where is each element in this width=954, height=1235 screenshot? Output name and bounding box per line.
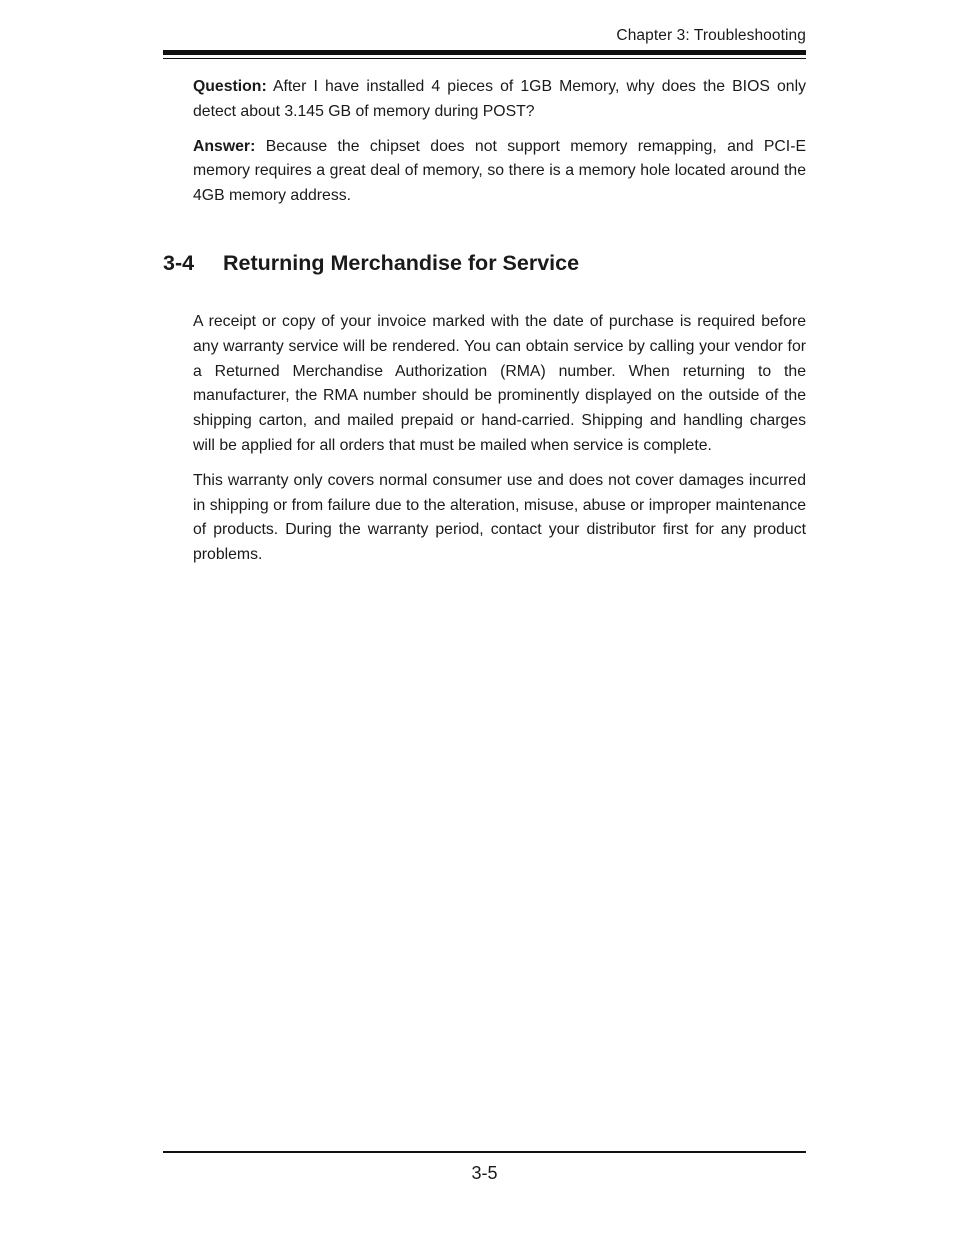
chapter-title: Chapter 3: Troubleshooting: [616, 27, 806, 44]
question-label: Question:: [193, 78, 267, 95]
section-paragraph: A receipt or copy of your invoice marked with the date of purchase is required before any warranty service will be rendered. You can obtain service by calling your vendor for a Returned Merchandise Authorization (RMA) number. When returning to the manufacturer, the RMA number should be prominently displayed on the outside of the shipping carton, and mailed prepaid or hand-carried. Shipping and handling charges will be applied for all orders that must be mailed when service is complete.: [193, 313, 806, 454]
question-text: After I have installed 4 pieces of 1GB Memory, why does the BIOS only detect about 3.145 GB of memory during POST?: [193, 78, 806, 120]
answer-text: Because the chipset does not support memory remapping, and PCI-E memory requires a great deal of memory, so there is a memory hole located around the 4GB memory address.: [193, 137, 806, 205]
header-rule-thin: [163, 58, 806, 59]
section-title: Returning Merchandise for Service: [223, 251, 580, 275]
faq-question: [193, 75, 806, 125]
section-number: 3-4: [163, 251, 195, 275]
footer-rule: [163, 1151, 806, 1153]
faq-answer: [193, 135, 806, 209]
answer-label: Answer:: [193, 137, 256, 155]
section-body: [193, 310, 806, 578]
header-rule-thick: [163, 50, 806, 55]
section-paragraph: This warranty only covers normal consumer use and does not cover damages incurred in shipping or from failure due to the alteration, misuse, abuse or improper maintenance of products. During the warranty period, contact your distributor first for any product problems.: [193, 471, 806, 564]
faq-block: [193, 75, 806, 219]
section-heading: [163, 251, 579, 276]
page-number: 3-5: [471, 1163, 498, 1183]
